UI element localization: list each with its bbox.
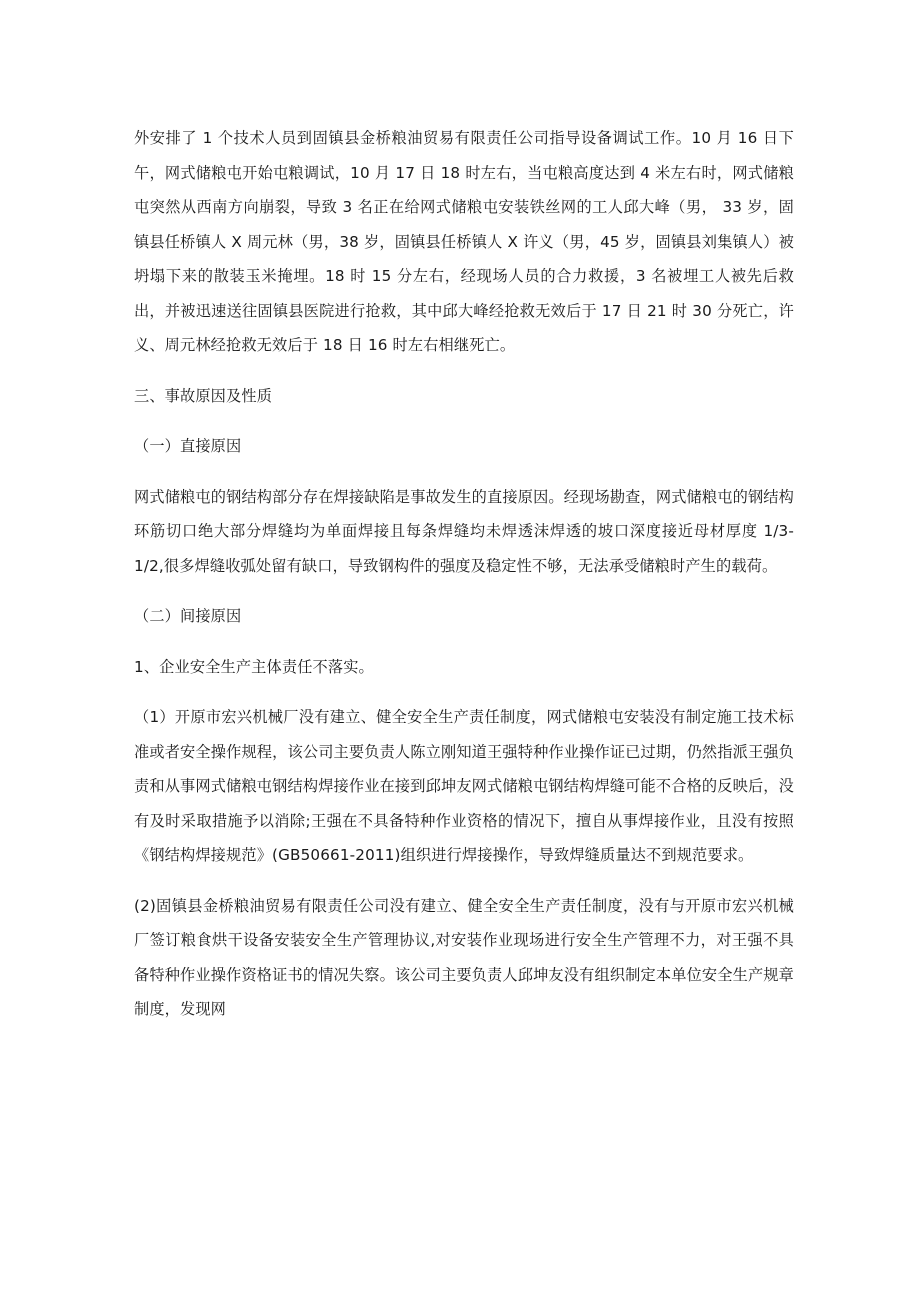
section-heading-cause-nature: 三、事故原因及性质 xyxy=(134,386,273,405)
paragraph-incident-narrative: 外安排了 1 个技术人员到固镇县金桥粮油贸易有限责任公司指导设备调试工作。10 月 16 日下午，网式储粮屯开始屯粮调试，10 月 17 日 18 时左右，当屯粮高度达到 4 米左右时，网式储粮屯突然从西南方向崩裂，导致 3 名正在给网式储粮屯安装铁丝网的工人邱大峰（男， 33 岁，固镇县任桥镇人 X 周元林（男，38 岁，固镇县任桥镇人 X 许义（男，45 岁，固镇县刘集镇人）被坍塌下来的散装玉米掩埋。18 时 15 分左右，经现场人员的合力救援，3 名被埋工人被先后救出，并被迅速送往固镇县医院进行抢救，其中邱大峰经抢救无效后于 17 日 21 时 30 分死亡，许义、周元林经抢救无效后于 18 日 16 时左右相继死亡。 xyxy=(134,129,794,354)
subsection-heading-direct-cause: （一）直接原因 xyxy=(134,437,242,455)
document-body xyxy=(134,121,794,1043)
subsection-heading-indirect-cause: （二）间接原因 xyxy=(134,607,242,625)
paragraph-item-1: （1）开原市宏兴机械厂没有建立、健全安全生产责任制度，网式储粮屯安装没有制定施工技术标准或者安全操作规程，该公司主要负责人陈立刚知道王强特种作业操作证已过期，仍然指派王强负责和从事网式储粮屯钢结构焊接作业在接到邱坤友网式储粮屯钢结构焊缝可能不合格的反映后，没有及时采取措施予以消除;王强在不具备特种作业资格的情况下，擅自从事焊接作业，且没有按照《钢结构焊接规范》(GB50661-2011)组织进行焊接操作，导致焊缝质量达不到规范要求。 xyxy=(134,708,794,864)
paragraph-direct-cause: 网式储粮屯的钢结构部分存在焊接缺陷是事故发生的直接原因。经现场勘查，网式储粮屯的钢结构环筋切口绝大部分焊缝均为单面焊接且每条焊缝均未焊透沫焊透的坡口深度接近母材厚度 1/3-1/2,很多焊缝收弧处留有缺口，导致钢构件的强度及稳定性不够，无法承受储粮时产生的载荷。 xyxy=(134,487,794,575)
paragraph-item-2: (2)固镇县金桥粮油贸易有限责任公司没有建立、健全安全生产责任制度，没有与开原市宏兴机械厂签订粮食烘干设备安装安全生产管理协议,对安装作业现场进行安全生产管理不力，对王强不具备特种作业操作资格证书的情况失察。该公司主要负责人邱坤友没有组织制定本单位安全生产规章制度，发现网 xyxy=(134,896,794,1018)
item-heading-responsibility: 1、企业安全生产主体责任不落实。 xyxy=(134,657,374,676)
